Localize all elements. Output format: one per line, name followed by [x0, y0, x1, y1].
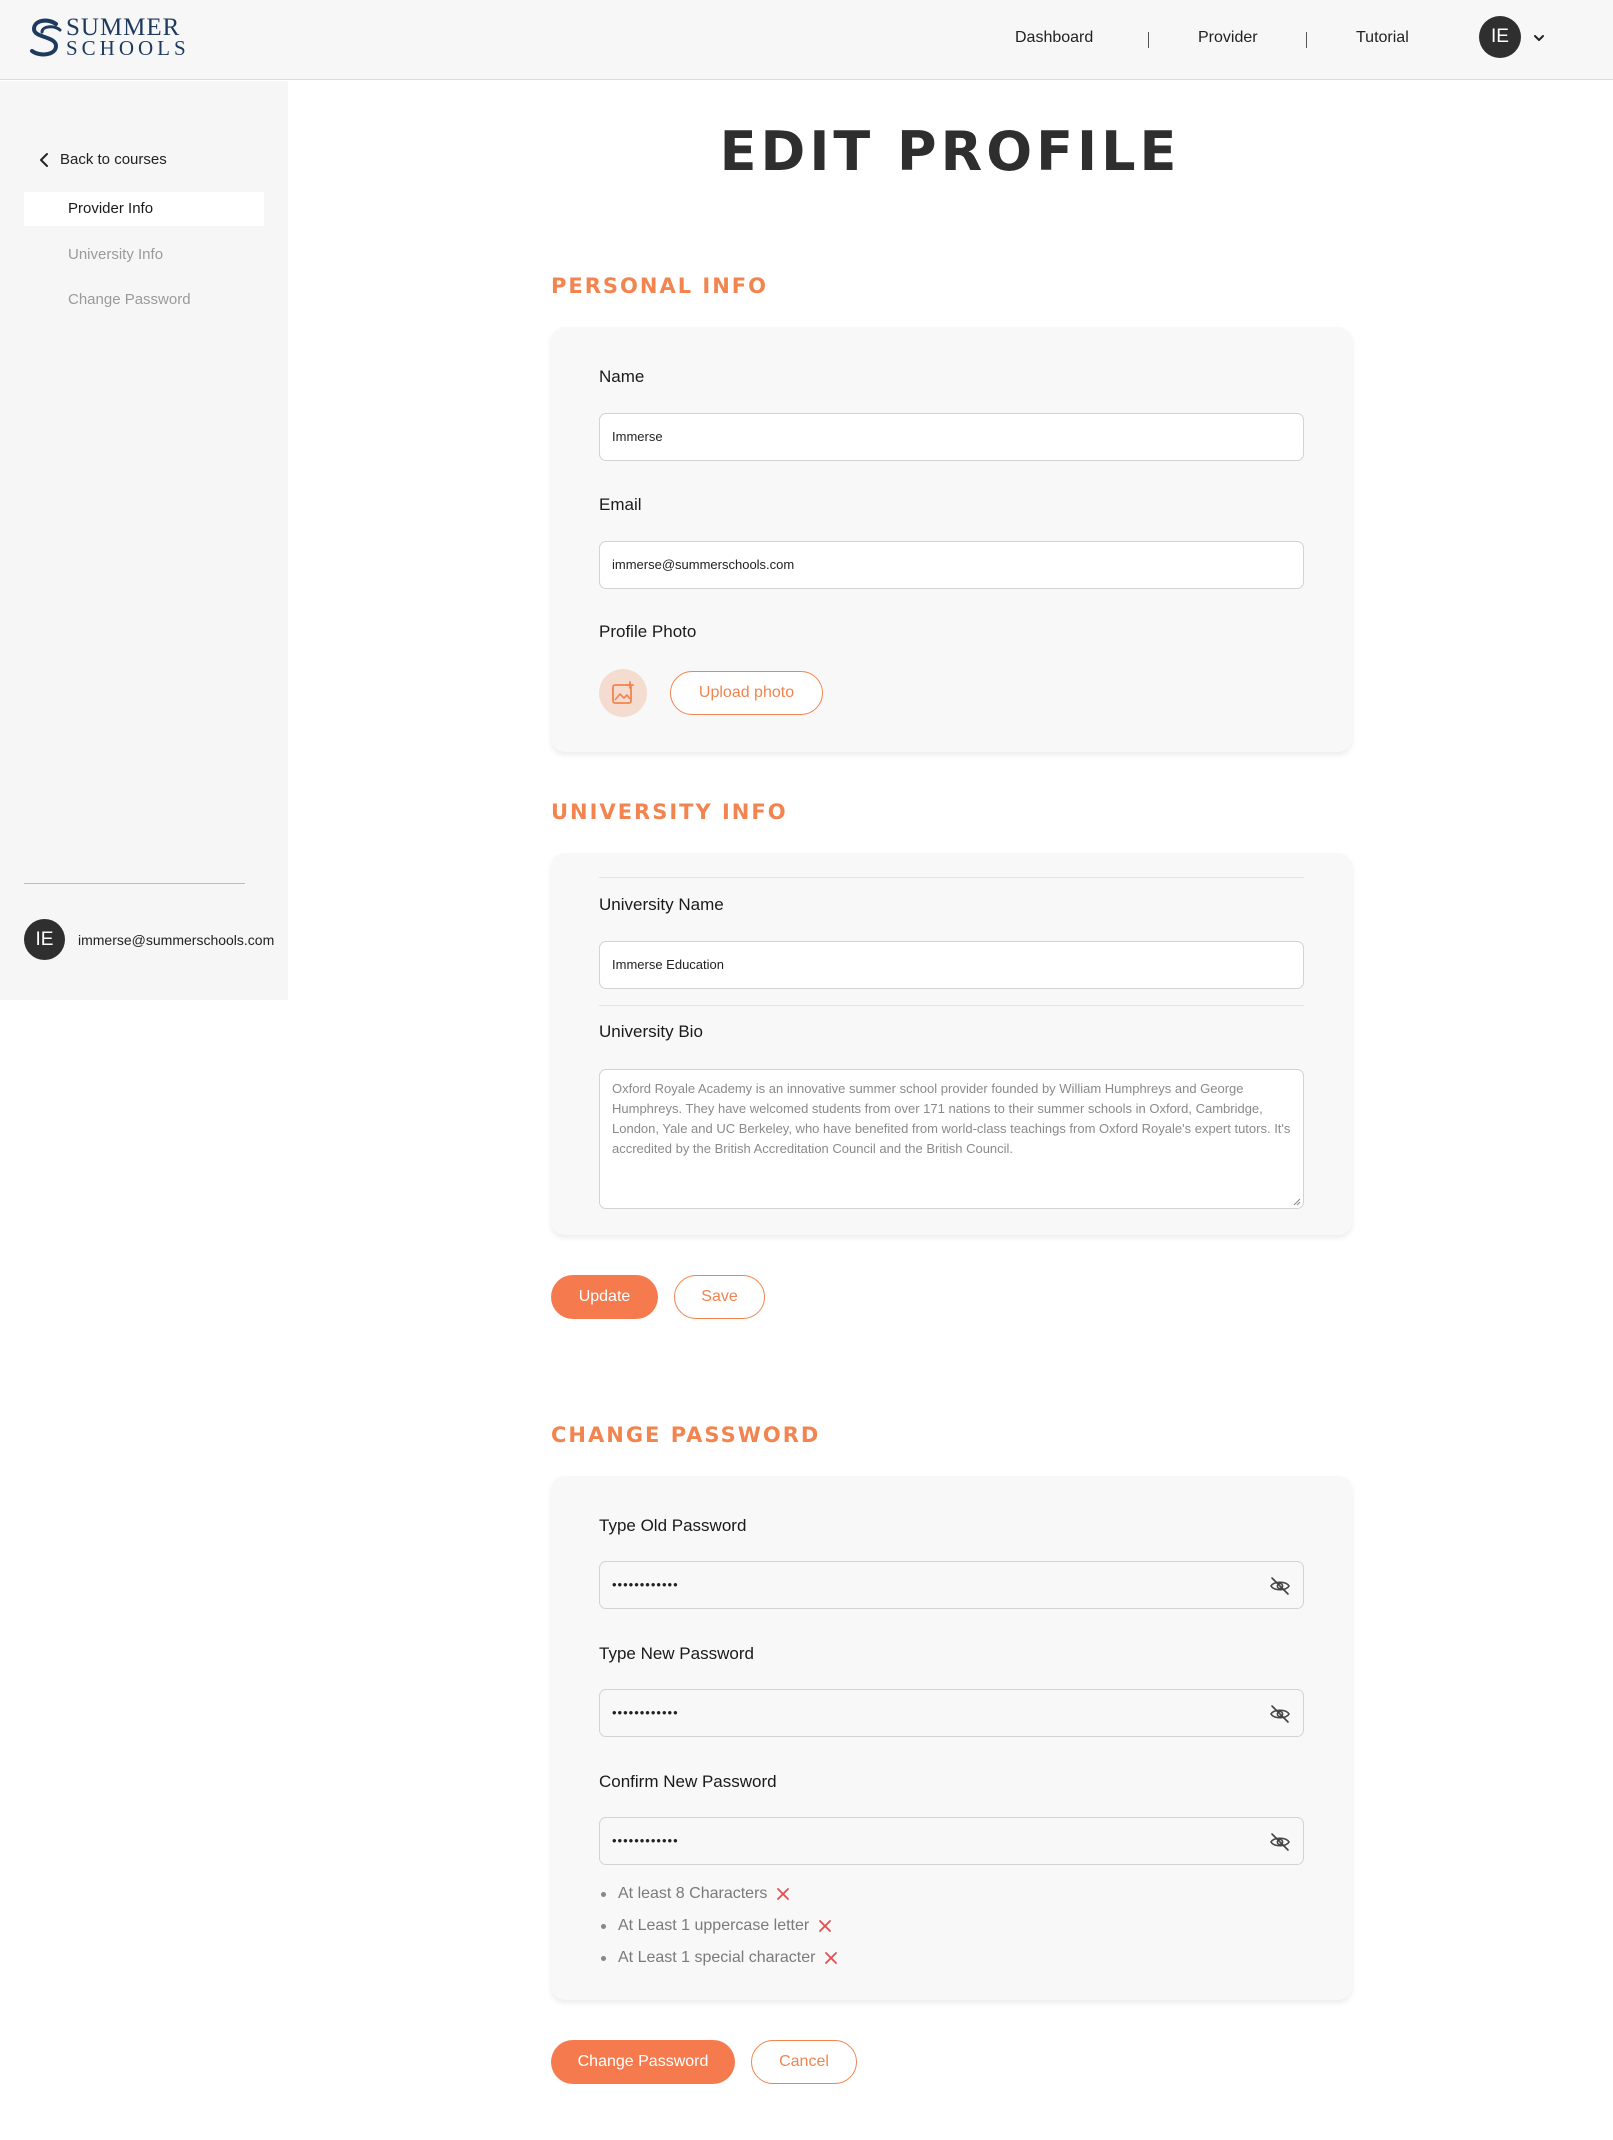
update-button[interactable]: Update — [551, 1275, 658, 1319]
old-password-label: Type Old Password — [599, 1516, 747, 1535]
image-add-icon — [610, 680, 636, 706]
bullet — [601, 1956, 606, 1961]
save-button[interactable]: Save — [674, 1275, 765, 1319]
university-bio-textarea[interactable] — [599, 1069, 1304, 1209]
nav-tutorial[interactable]: Tutorial — [1356, 29, 1409, 46]
back-to-courses-link[interactable] — [38, 151, 167, 168]
sidebar-item-change-password[interactable]: Change Password — [68, 291, 191, 308]
avatar[interactable]: IE — [1479, 16, 1521, 58]
name-input[interactable]: Immerse — [599, 413, 1304, 461]
back-link-label: Back to courses — [60, 151, 167, 168]
x-icon — [817, 1918, 833, 1934]
eye-off-icon[interactable] — [1269, 1703, 1291, 1725]
eye-off-icon[interactable] — [1269, 1575, 1291, 1597]
university-bio-label: University Bio — [599, 1022, 703, 1041]
old-password-input[interactable] — [599, 1561, 1304, 1609]
personal-info-card — [551, 327, 1352, 752]
chevron-left-icon — [38, 152, 50, 168]
personal-info-heading: PERSONAL INFO — [551, 274, 768, 298]
email-label: Email — [599, 495, 642, 514]
x-icon — [775, 1886, 791, 1902]
profile-photo-placeholder[interactable] — [599, 669, 647, 717]
upload-photo-button[interactable]: Upload photo — [670, 671, 823, 715]
user-email: immerse@summerschools.com — [78, 931, 275, 948]
new-password-value: •••••••••••• — [612, 1705, 679, 1720]
nav-provider[interactable]: Provider — [1198, 29, 1258, 46]
logo[interactable] — [28, 16, 190, 60]
name-label: Name — [599, 367, 645, 386]
chevron-down-icon[interactable] — [1532, 31, 1546, 45]
rule-text: At Least 1 special character — [618, 1949, 816, 1966]
old-password-value: •••••••••••• — [612, 1577, 679, 1592]
password-rule — [601, 1942, 839, 1974]
password-rule — [601, 1878, 839, 1910]
sidebar-item-university-info[interactable]: University Info — [68, 246, 164, 263]
top-navbar — [0, 0, 1613, 80]
confirm-password-value: •••••••••••• — [612, 1833, 679, 1848]
nav-separator — [1306, 32, 1307, 48]
change-password-card — [551, 1476, 1352, 2000]
divider — [599, 877, 1304, 878]
bullet — [601, 1892, 606, 1897]
password-rules — [601, 1878, 839, 1974]
email-input[interactable]: immerse@summerschools.com — [599, 541, 1304, 589]
rule-text: At Least 1 uppercase letter — [618, 1917, 810, 1934]
sidebar — [0, 81, 288, 1000]
logo-text-line1: SUMMER — [66, 14, 181, 41]
rule-text: At least 8 Characters — [618, 1885, 768, 1902]
university-name-label: University Name — [599, 895, 724, 914]
university-info-card — [551, 853, 1352, 1235]
avatar: IE — [24, 919, 65, 960]
resize-handle-icon[interactable] — [1292, 1197, 1301, 1206]
nav-separator — [1148, 32, 1149, 48]
password-rule — [601, 1910, 839, 1942]
change-password-button[interactable]: Change Password — [551, 2040, 735, 2084]
x-icon — [823, 1950, 839, 1966]
confirm-password-label: Confirm New Password — [599, 1772, 777, 1791]
bullet — [601, 1924, 606, 1929]
divider — [599, 1005, 1304, 1006]
confirm-password-input[interactable] — [599, 1817, 1304, 1865]
nav-dashboard[interactable]: Dashboard — [1015, 29, 1094, 46]
logo-text-line2: SCHOOLS — [66, 36, 190, 60]
profile-photo-label: Profile Photo — [599, 622, 697, 641]
sidebar-divider — [24, 883, 245, 884]
eye-off-icon[interactable] — [1269, 1831, 1291, 1853]
change-password-heading: CHANGE PASSWORD — [551, 1423, 821, 1447]
university-bio-text: Oxford Royale Academy is an innovative summer school provider founded by William Humphreys and George Humphreys. They have welcomed students from over 171 nations to their summer schools in Oxford, Cambridge, London, Yale and UC Berkeley, who have benefited from world-class teachings from Oxford Royale's expert tutors. It's accredited by the British Accreditation Council and the British Council. — [612, 1081, 1291, 1156]
page-title: EDIT PROFILE — [719, 120, 1181, 183]
new-password-input[interactable] — [599, 1689, 1304, 1737]
new-password-label: Type New Password — [599, 1644, 754, 1663]
sidebar-user[interactable] — [24, 919, 274, 960]
university-name-input[interactable]: Immerse Education — [599, 941, 1304, 989]
logo-icon — [28, 16, 64, 60]
sidebar-item-provider-info[interactable]: Provider Info — [24, 192, 264, 226]
university-info-heading: UNIVERSITY INFO — [551, 800, 788, 824]
cancel-button[interactable]: Cancel — [751, 2040, 857, 2084]
